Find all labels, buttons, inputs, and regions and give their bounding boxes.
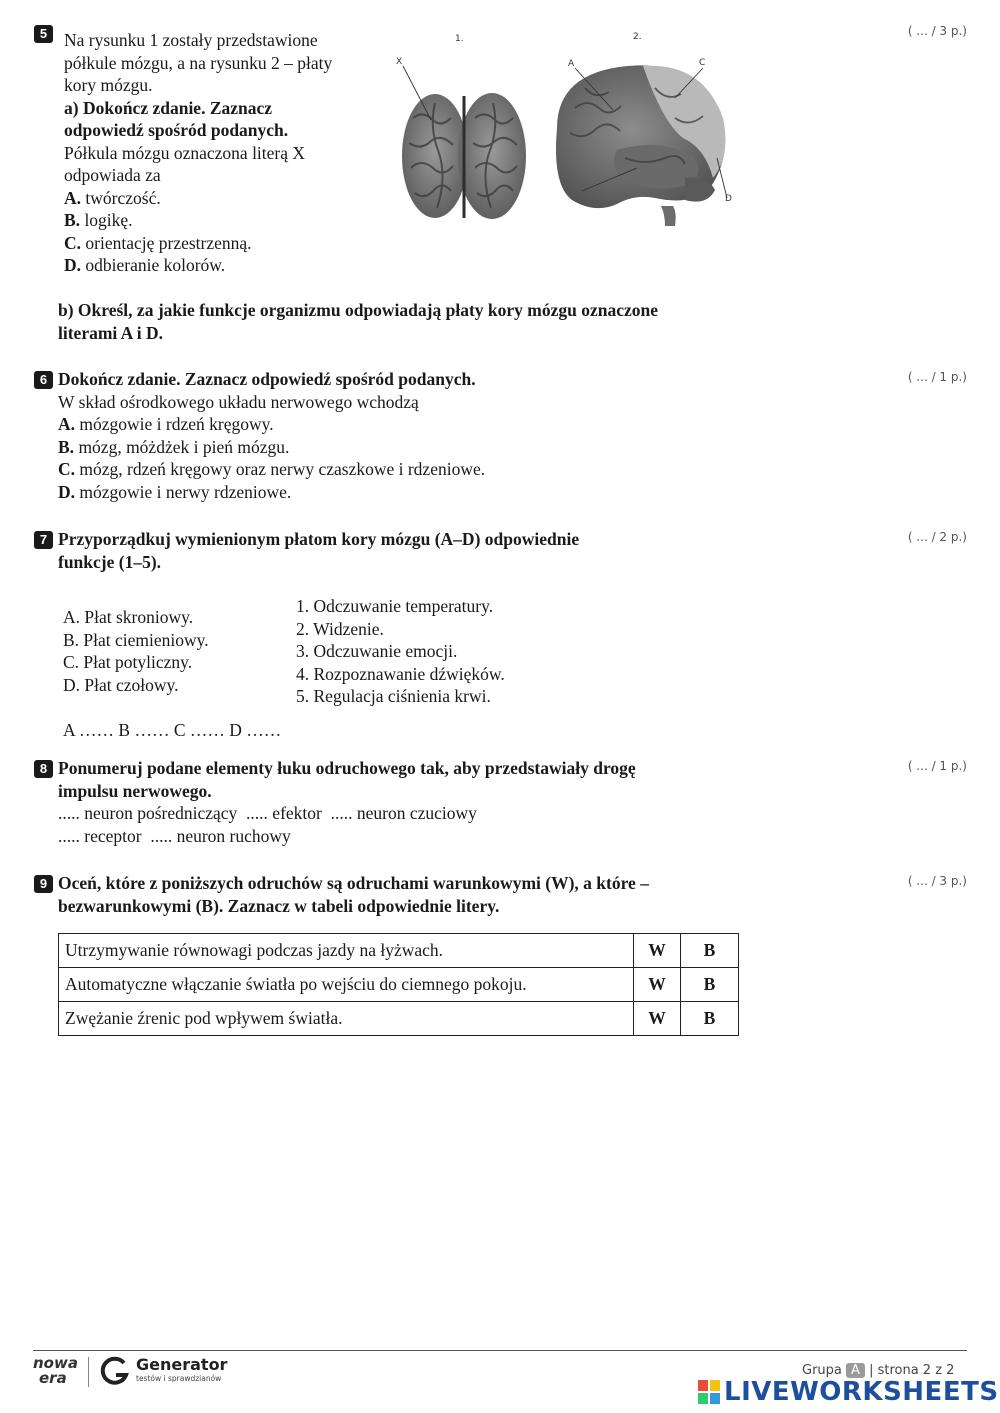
figure-label-d: D (725, 194, 732, 204)
list-item: 2. Widzenie. (296, 618, 384, 639)
option-text: odbieranie kolorów. (85, 255, 226, 275)
question-8-points: ( ... / 1 p.) (907, 759, 967, 773)
q5-option-b[interactable] (64, 209, 332, 232)
generator-logo (100, 1355, 240, 1389)
q7-title-line: Przyporządkuj wymienionym płatom kory mózgu (A–D) odpowiednie (58, 529, 580, 549)
liveworksheets-icon (698, 1380, 720, 1404)
reflex-description: Zwężanie źrenic pod wpływem światła. (59, 1002, 634, 1036)
q7-answer-line[interactable]: A …… B …… C …… D …… (63, 720, 282, 740)
q8-title-line: Ponumeruj podane elementy łuku odruchowego tak, aby przedstawiały drogę (58, 758, 636, 778)
question-7-title (58, 528, 579, 573)
option-text: mózgowie i rdzeń kręgowy. (79, 414, 274, 434)
q5-task-b: literami A i D. (58, 322, 163, 343)
brain-figure (385, 28, 745, 228)
q5-intro-line: kory mózgu. (64, 75, 153, 95)
table-row (59, 1002, 739, 1036)
question-6-number: 6 (34, 371, 53, 389)
reflex-description: Automatyczne włączanie światła po wejściu do ciemnego pokoju. (59, 968, 634, 1002)
figure-label-x: X (396, 57, 403, 67)
option-text: mózgowie i nerwy rdzeniowe. (79, 481, 292, 502)
table-row (59, 968, 739, 1002)
q6-option-b[interactable] (58, 436, 485, 459)
q8-items-line[interactable]: ..... receptor ..... neuron ruchowy (58, 825, 291, 846)
question-5-text (64, 29, 332, 277)
reflex-table (58, 933, 739, 1036)
q5-option-a[interactable] (64, 187, 332, 210)
question-6-text (58, 368, 485, 503)
logo-text-bottom: era (39, 1369, 67, 1387)
q5-intro-line: półkule mózgu, a na rysunku 2 – płaty (64, 52, 333, 73)
option-text: mózg, rdzeń kręgowy oraz nerwy czaszkowe i rdzeniowe. (79, 459, 486, 479)
option-w-cell[interactable]: W (634, 968, 681, 1002)
option-letter: D. (58, 481, 76, 502)
option-letter: B. (58, 436, 75, 457)
brain-illustration (385, 28, 745, 228)
option-letter: C. (64, 232, 82, 253)
question-8-number: 8 (34, 760, 53, 778)
figure-1-label: 1. (455, 34, 464, 44)
option-b-cell[interactable]: B (681, 934, 739, 968)
list-item: B. Płat ciemieniowy. (63, 629, 209, 650)
group-label: Grupa (802, 1363, 842, 1378)
liveworksheets-watermark (698, 1377, 999, 1407)
q5-option-c[interactable] (64, 232, 332, 255)
logo-separator (88, 1357, 89, 1387)
option-letter: A. (64, 187, 82, 208)
option-letter: A. (58, 414, 76, 434)
q9-title-line: bezwarunkowymi (B). Zaznacz w tabeli odpowiednie litery. (58, 895, 500, 916)
option-letter: D. (64, 255, 82, 275)
option-text: orientację przestrzenną. (85, 232, 252, 253)
generator-g-icon (100, 1355, 130, 1387)
brain-side-view (556, 65, 725, 226)
logo-text-top: nowa (33, 1354, 78, 1372)
q7-functions-list (296, 595, 505, 708)
q8-items-line[interactable]: ..... neuron pośredniczący ..... efektor ..... neuron czuciowy (58, 803, 477, 823)
q9-title-line: Oceń, które z poniższych odruchów są odruchami warunkowymi (W), a które – (58, 873, 649, 893)
question-5-part-b (58, 299, 658, 344)
footer-divider (33, 1350, 967, 1351)
page-number: | strona 2 z 2 (869, 1363, 955, 1378)
brain-top-view (402, 93, 526, 219)
option-text: twórczość. (85, 187, 161, 208)
question-8-text (58, 757, 636, 847)
question-7-number: 7 (34, 531, 53, 549)
figure-label-a: A (568, 59, 575, 69)
option-letter: B. (64, 210, 81, 230)
nowa-era-logo (33, 1356, 83, 1390)
question-9-number: 9 (34, 875, 53, 893)
q5-option-d[interactable] (64, 254, 332, 277)
list-item: 3. Odczuwanie emocji. (296, 641, 458, 661)
q6-option-a[interactable] (58, 413, 485, 436)
figure-label-c: C (699, 58, 706, 68)
q5-task-a: odpowiedź spośród podanych. (64, 120, 289, 140)
table-row (59, 934, 739, 968)
watermark-text: LIVEWORKSHEETS (724, 1377, 999, 1407)
question-5-points: ( ... / 3 p.) (907, 24, 967, 38)
list-item: D. Płat czołowy. (63, 674, 179, 695)
figure-2-label: 2. (633, 32, 642, 42)
generator-name: Generator (136, 1355, 228, 1374)
page-info (802, 1363, 954, 1378)
list-item: 4. Rozpoznawanie dźwięków. (296, 663, 505, 684)
q5-stem: odpowiada za (64, 165, 161, 185)
list-item: 5. Regulacja ciśnienia krwi. (296, 686, 491, 706)
list-item: C. Płat potyliczny. (63, 652, 193, 672)
question-9-points: ( ... / 3 p.) (907, 874, 967, 888)
q5-task-a: a) Dokończ zdanie. Zaznacz (64, 97, 273, 118)
option-w-cell[interactable]: W (634, 934, 681, 968)
reflex-description: Utrzymywanie równowagi podczas jazdy na łyżwach. (59, 934, 634, 968)
q6-stem: W skład ośrodkowego układu nerwowego wchodzą (58, 391, 419, 412)
q7-lobes-list (63, 606, 209, 696)
option-letter: C. (58, 459, 76, 479)
q7-title-line: funkcje (1–5). (58, 551, 162, 572)
option-b-cell[interactable]: B (681, 1002, 739, 1036)
q6-title: Dokończ zdanie. Zaznacz odpowiedź spośród podanych. (58, 369, 476, 389)
q6-option-d[interactable] (58, 481, 485, 504)
q5-stem: Półkula mózgu oznaczona literą X (64, 142, 306, 163)
list-item: A. Płat skroniowy. (63, 607, 194, 627)
option-b-cell[interactable]: B (681, 968, 739, 1002)
group-badge: A (846, 1363, 865, 1378)
list-item: 1. Odczuwanie temperatury. (296, 596, 494, 616)
q5-intro-line: Na rysunku 1 zostały przedstawione (64, 30, 318, 50)
q6-option-c[interactable] (58, 458, 485, 481)
q8-title-line: impulsu nerwowego. (58, 780, 212, 801)
option-w-cell[interactable]: W (634, 1002, 681, 1036)
option-text: logikę. (84, 210, 133, 230)
question-7-points: ( ... / 2 p.) (907, 530, 967, 544)
question-5-number: 5 (34, 25, 53, 43)
generator-subtitle: testów i sprawdzianów (136, 1374, 222, 1383)
option-text: mózg, móżdżek i pień mózgu. (78, 436, 290, 457)
q5-task-b: b) Określ, za jakie funkcje organizmu odpowiadają płaty kory mózgu oznaczone (58, 300, 659, 320)
question-6-points: ( ... / 1 p.) (907, 370, 967, 384)
question-9-title (58, 872, 649, 917)
